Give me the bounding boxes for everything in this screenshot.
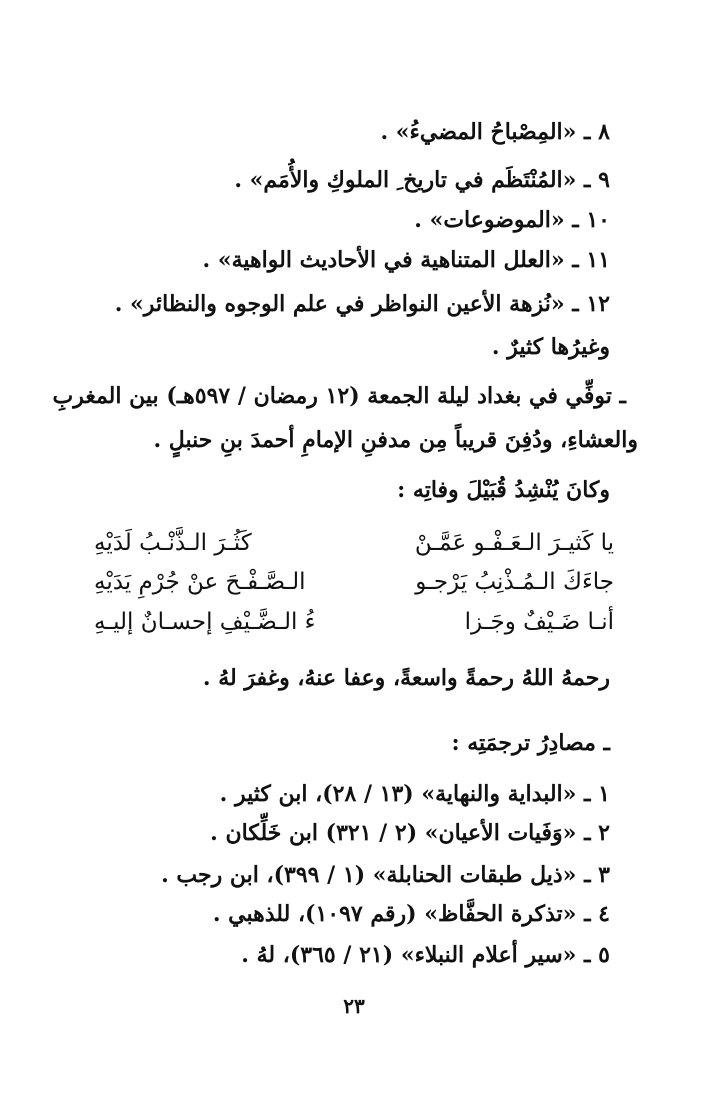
source-item-2: ٢ ـ «وَفَيات الأعيان» (٢ / ٣٢١) ابن خَلِّكان . [210,820,610,846]
source-item-3: ٣ ـ «ذيل طبقات الحنابلة» (١ / ٣٩٩)، ابن رجب . [161,862,610,888]
verse-1-second-hemistich: كَثُـرَ الـذَّنْـبُ لَدَيْهِ [94,530,252,556]
verse-line-1 [94,526,614,560]
work-item-10: ١٠ ـ «الموضوعات» . [414,207,610,233]
verse-3-second-hemistich: ءُ الـضَّـيْفِ إحسـانٌ إليـهِ [94,609,316,635]
source-item-1: ١ ـ «البداية والنهاية» (١٣ / ٢٨)، ابن كثير . [219,781,610,807]
death-paragraph-line-2: والعشاءِ، ودُفِنَ قريباً مِن مدفنِ الإمامِ أحمدَ بنِ حنبلٍ . [153,427,638,453]
work-item-9: ٩ ـ «المُنْتَظَم في تاريخ ِ الملوكِ والأُمَم» . [234,167,610,193]
verse-2-second-hemistich: الـصَّـفْـحَ عنْ جُرْمِ يَدَيْهِ [94,569,306,595]
prayer-text: رحمهُ اللهُ رحمةً واسعةً، وعفا عنهُ، وغفرَ لهُ . [202,665,610,691]
work-item-8: ٨ ـ «المِصْباحُ المضيءُ» . [380,119,610,145]
works-more-text: وغيرُها كثيرٌ . [491,334,610,360]
verse-line-3 [94,605,614,639]
recite-intro: وكانَ يُنْشِدُ قُبَيْلَ وفاتِه : [397,477,610,503]
sources-heading: ـ مصادِرُ ترجمَتِه : [451,730,610,756]
source-item-5: ٥ ـ «سير أعلام النبلاء» (٢١ / ٣٦٥)، لهُ . [241,942,610,968]
page-number: ٢٣ [343,994,365,1018]
verse-2-first-hemistich: جاءَكَ الـمُـذْنِبُ يَرْجـو [415,569,614,595]
verse-line-2 [94,565,614,599]
work-item-11: ١١ ـ «العلل المتناهية في الأحاديث الواهية» . [202,247,610,273]
death-paragraph-line-1: ـ توفِّي في بغداد ليلة الجمعة (١٢ رمضان / ٥٩٧هـ) بين المغربِ [52,383,626,409]
verse-1-first-hemistich: يا كَثيـرَ الـعَـفْـو عَمَّـنْ [414,530,614,556]
source-item-4: ٤ ـ «تذكرة الحفَّاظ» (رقم ١٠٩٧)، للذهبي . [212,901,610,927]
work-item-12: ١٢ ـ «نُزهة الأعين النواظر في علم الوجوه والنظائر» . [114,291,610,317]
verse-3-first-hemistich: أنـا ضَـيْفٌ وجَـزا [464,609,614,635]
